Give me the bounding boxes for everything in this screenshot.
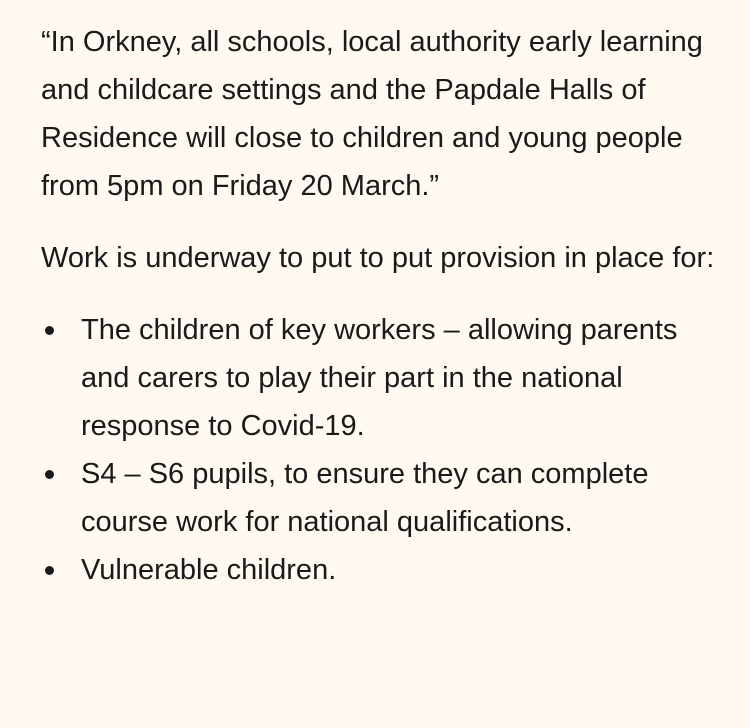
list-item-text: S4 – S6 pupils, to ensure they can complete course work for national qualifications.	[81, 458, 649, 538]
list-item-text: The children of key workers – allowing parents and carers to play their part in the national response to Covid-19.	[81, 314, 678, 442]
provision-list	[41, 306, 731, 594]
bullet-icon	[45, 470, 54, 479]
bullet-icon	[45, 566, 54, 575]
intro-paragraph: Work is underway to put to put provision in place for:	[41, 242, 715, 274]
list-item-text: Vulnerable children.	[81, 554, 337, 586]
list-item	[41, 306, 731, 450]
bullet-icon	[45, 326, 54, 335]
quote-paragraph: “In Orkney, all schools, local authority early learning and childcare settings and the Papdale Halls of Residence will close to children and young people from 5pm on Friday 20 March.”	[41, 26, 703, 202]
list-item	[41, 546, 731, 594]
list-item	[41, 450, 731, 546]
article-body	[41, 18, 731, 594]
